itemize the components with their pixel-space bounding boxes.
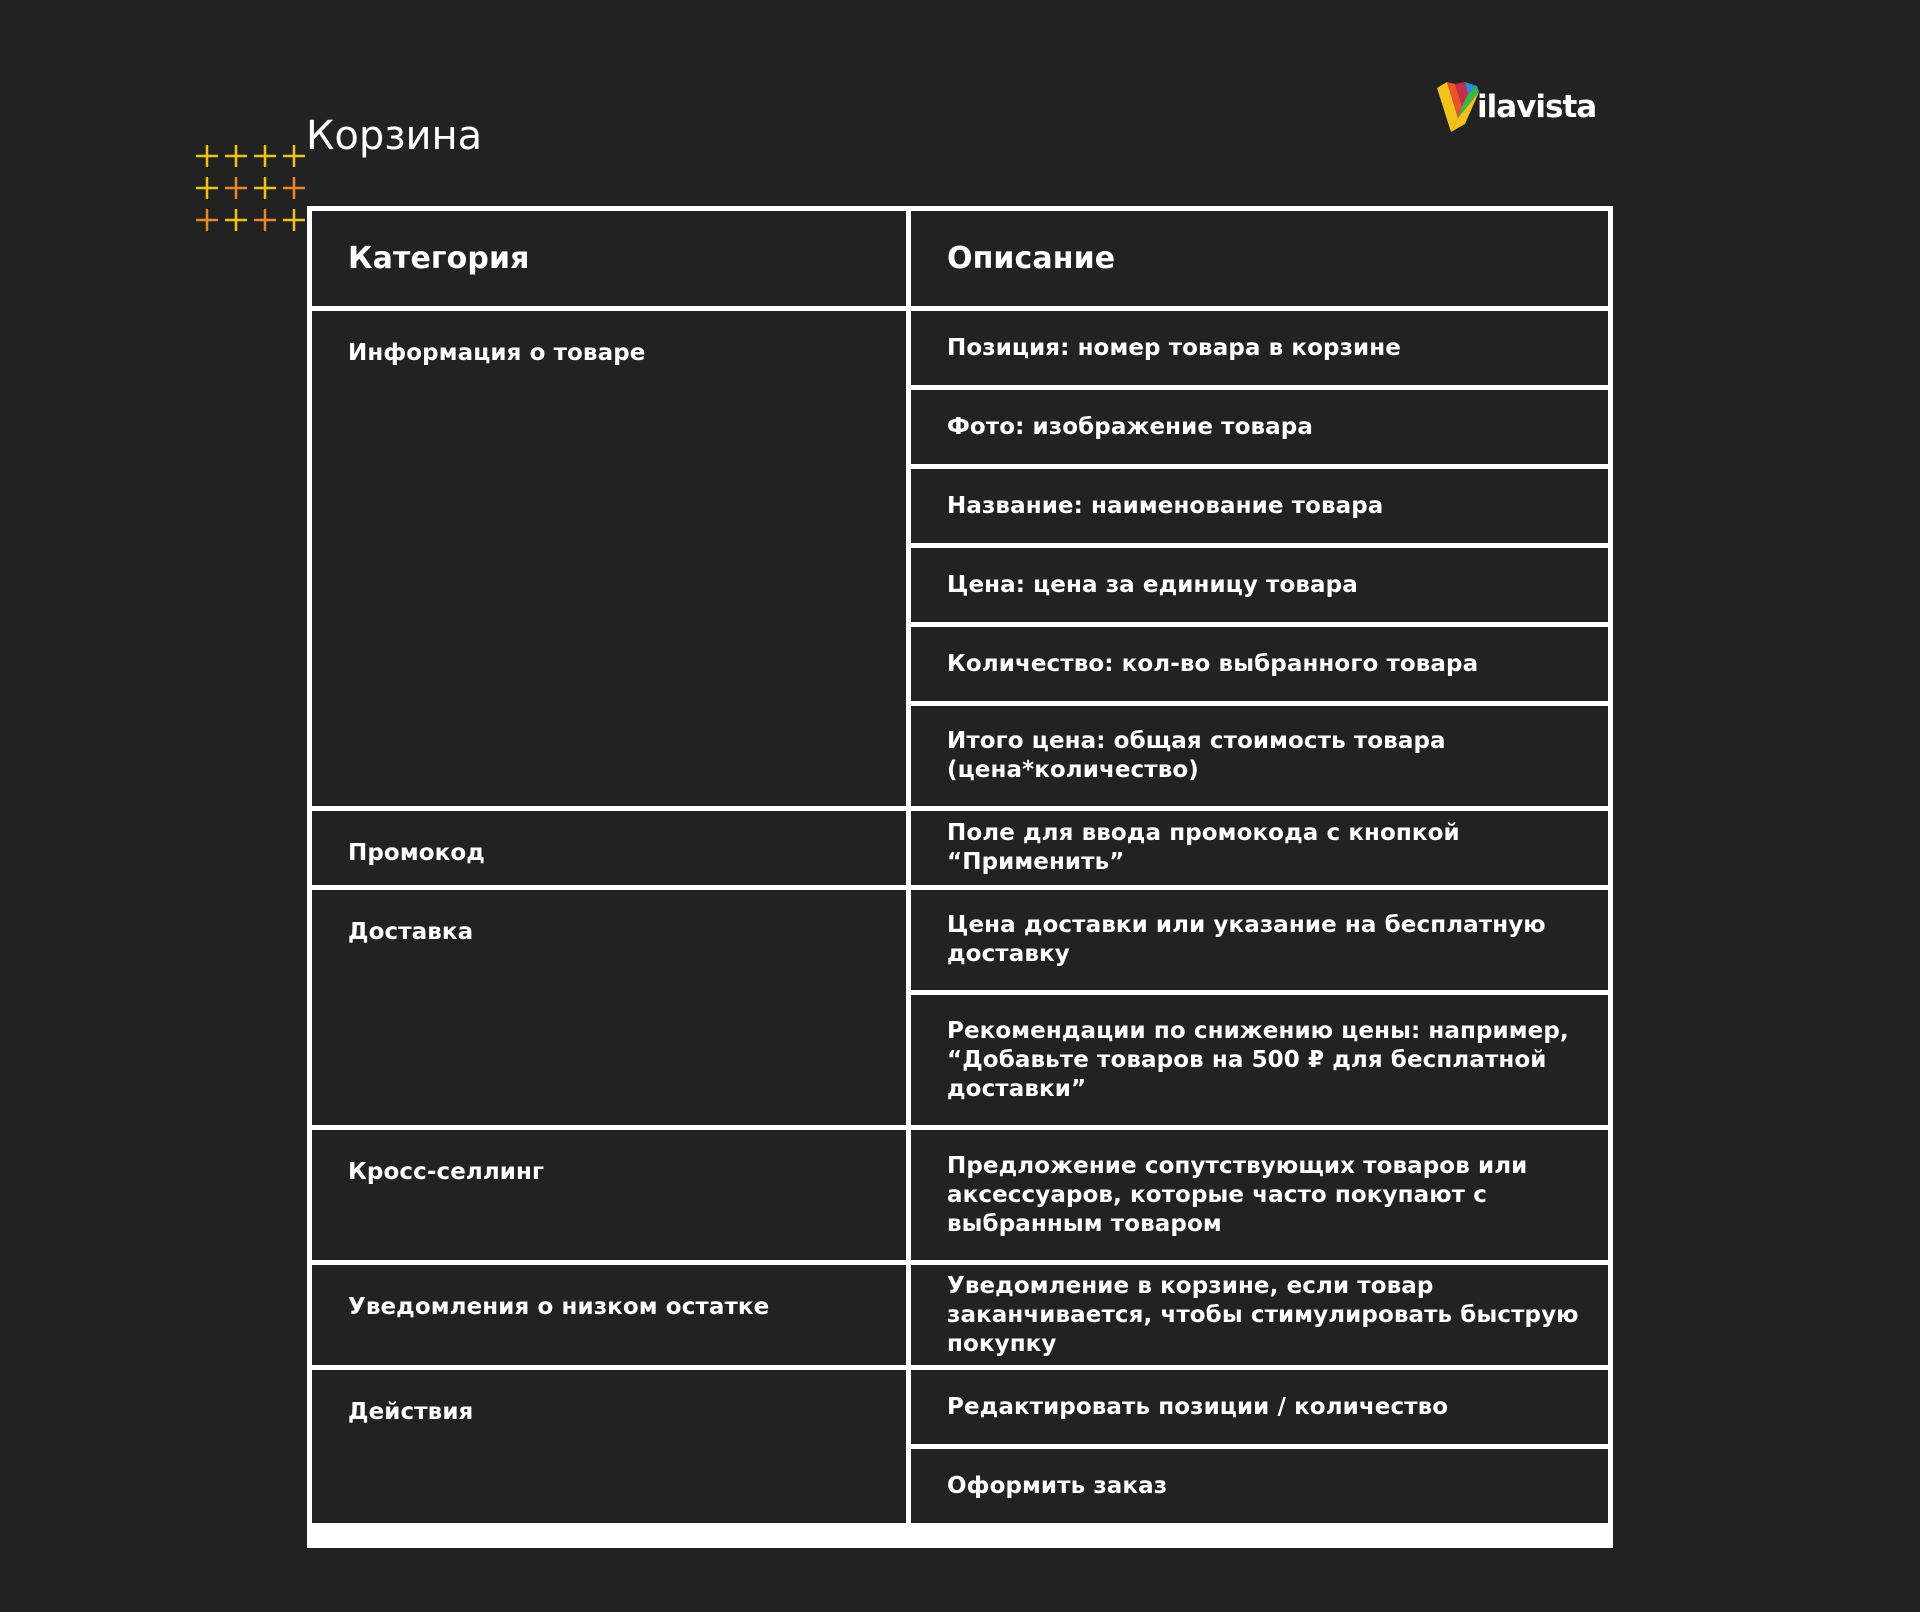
header-category: Категория [312,211,906,306]
category-cell: Действия [312,1370,906,1523]
category-cell: Уведомления о низком остатке [312,1265,906,1365]
plus-icon [196,209,218,231]
plus-icon [196,177,218,199]
plus-icon [283,145,305,167]
plus-icon [225,145,247,167]
description-cell: Количество: кол-во выбранного товара [911,627,1608,701]
page-title: Корзина [306,113,483,159]
category-cell: Доставка [312,890,906,1125]
description-cell: Итого цена: общая стоимость товара (цена*количество) [911,706,1608,806]
cart-info-table [307,206,1613,1548]
description-cell: Название: наименование товара [911,469,1608,543]
plus-icon [254,145,276,167]
category-cell: Информация о товаре [312,311,906,806]
header-description: Описание [911,211,1608,306]
description-cell: Фото: изображение товара [911,390,1608,464]
plus-icon [254,209,276,231]
description-cell: Предложение сопутствующих товаров или аксессуаров, которые часто покупают с выбранным товаром [911,1130,1608,1260]
vilavista-logo [1435,78,1596,134]
plus-icon [225,177,247,199]
description-cell: Поле для ввода промокода с кнопкой “Применить” [911,811,1608,885]
description-cell: Рекомендации по снижению цены: например, “Добавьте товаров на 500 ₽ для бесплатной доставки” [911,995,1608,1125]
plus-decoration-icon [195,140,311,236]
plus-icon [254,177,276,199]
plus-icon [196,145,218,167]
description-cell: Цена доставки или указание на бесплатную доставку [911,890,1608,990]
description-cell: Редактировать позиции / количество [911,1370,1608,1444]
logo-wordmark: ilavista [1477,89,1597,125]
plus-icon [283,209,305,231]
plus-icon [225,209,247,231]
logo-v-icon [1435,78,1481,134]
plus-icon [283,177,305,199]
description-cell: Цена: цена за единицу товара [911,548,1608,622]
category-cell: Кросс-селлинг [312,1130,906,1260]
description-cell: Оформить заказ [911,1449,1608,1523]
description-cell: Позиция: номер товара в корзине [911,311,1608,385]
description-cell: Уведомление в корзине, если товар заканчивается, чтобы стимулировать быструю покупку [911,1265,1608,1365]
category-cell: Промокод [312,811,906,885]
